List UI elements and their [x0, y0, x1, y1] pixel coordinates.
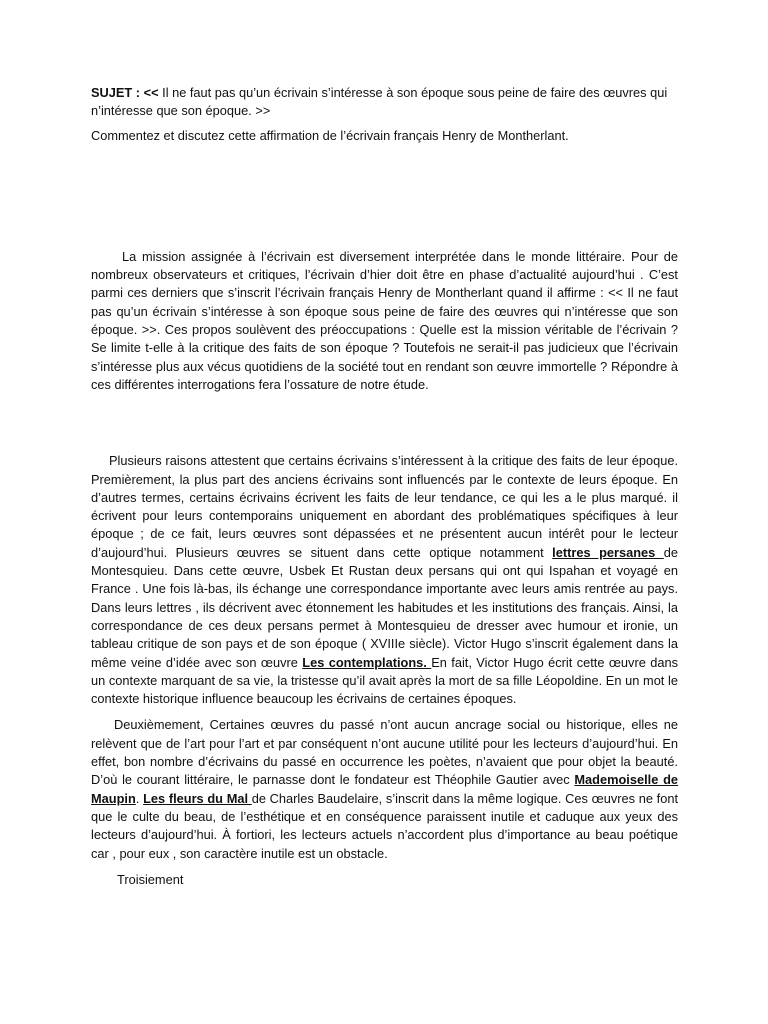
book-title-les-contemplations: Les contemplations. — [302, 654, 432, 670]
paragraph-text: Troisiement — [117, 871, 184, 887]
first-argument-paragraph — [91, 452, 678, 708]
paragraph-text: En fait, Victor Hugo écrit cette œuvre dans un contexte marquant de sa vie, la tristesse qu’il avait après la mort de sa fille Léopoldine. En un mot le contexte historique influence beaucoup les écrivains de certaines époques. — [91, 654, 678, 707]
paragraph-text: Plusieurs raisons attestent que certains écrivains s’intéressent à la critique des faits de leur époque. Premièrement, la plus part des anciens écrivains sont influencés par le contexte de leurs époque. En d’autres termes, certains écrivains écrivent les faits de leur tendance, ce qui les a le plus marqué. il écrivent pour leurs contemporains uniquement en abordant des problématiques spécifiques à leur époque ; de ce fait, leurs œuvres sont dépassées et ne présentent aucun intérêt pour le lecteur d’aujourd’hui. Plusieurs œuvres se situent dans cette optique notamment — [91, 453, 678, 560]
third-argument-paragraph — [91, 871, 678, 889]
subject-line — [91, 84, 678, 121]
book-title-les-fleurs-du-mal: Les fleurs du Mal — [143, 790, 252, 806]
subject-label: SUJET : << — [91, 85, 159, 100]
paragraph-text: de Charles Baudelaire, s’inscrit dans la même logique. Ces œuvres ne font que le culte du beau, de l’esthétique et en conséquence paraissent inutile et caduque aux yeux des lecteurs d’aujourd’hui. À fortiori, les lecteurs actuels n’accordent plus d’importance au beau poétique car , pour eux , son caractère inutile est un obstacle. — [91, 790, 678, 861]
introduction-text: La mission assignée à l’écrivain est diversement interprétée dans le monde littéraire. Pour de nombreux observateurs et critiques, l’écrivain d’hier doit être en phase d’actualité aujourd’hui . C’est parmi ces derniers que s’inscrit l’écrivain français Henry de Montherlant quand il affirme : << Il ne faut pas qu’un écrivain s’intéresse à son époque sous peine de faire des œuvres qui n’intéresse que son époque. >>. Ces propos soulèvent des préoccupations : Quelle est la mission véritable de l’écrivain ? Se limite t-elle à la critique des faits de son époque ? Toutefois ne serait-il pas judicieux que l’écrivain s’intéresse plus aux vécus quotidiens de la société tout en rendant son œuvre immortelle ? Répondre à ces différentes interrogations fera l’ossature de notre étude. — [91, 248, 678, 392]
book-title-mademoiselle-de-maupin: Mademoiselle de Maupin — [91, 772, 678, 806]
paragraph-text: de Montesquieu. Dans cette œuvre, Usbek Et Rustan deux persans qui ont qui Ispahan et voyagé en France . Une fois là-bas, ils échange une correspondance importante avec leurs amis rentrée au pays. Dans leurs lettres , ils décrivent avec étonnement les habitudes et les institutions des français. Ainsi, la correspondance de ces deux persans permet à Montesquieu de dresser avec humour et ironie, un tableau critique de son pays et de son époque ( XVIIIe siècle). Victor Hugo s’inscrit également dans la même veine d’idée avec son œuvre — [91, 544, 678, 670]
second-argument-paragraph — [91, 716, 678, 862]
subject-quote: Il ne faut pas qu’un écrivain s’intéresse à son époque sous peine de faire des œuvres qui n’intéresse que son époque. >> — [91, 85, 668, 119]
paragraph-text: Deuxièmement, Certaines œuvres du passé n’ont aucun ancrage social ou historique, elles ne relèvent que de l’art pour l’art et par conséquent n’ont aucune utilité pour les lecteurs d’aujourd’hui. En effet, bon nombre d’écrivains du passé en occurrence les poètes, n’avaient que pour objet la beauté. D’où le courant littéraire, le parnasse dont le fondateur est Théophile Gautier avec — [91, 717, 678, 788]
separator-text: . — [135, 790, 144, 806]
instruction-line: Commentez et discutez cette affirmation de l’écrivain français Henry de Montherlant. — [91, 127, 569, 143]
book-title-lettres-persanes: lettres persanes — [552, 544, 664, 560]
introduction-paragraph — [91, 248, 678, 394]
